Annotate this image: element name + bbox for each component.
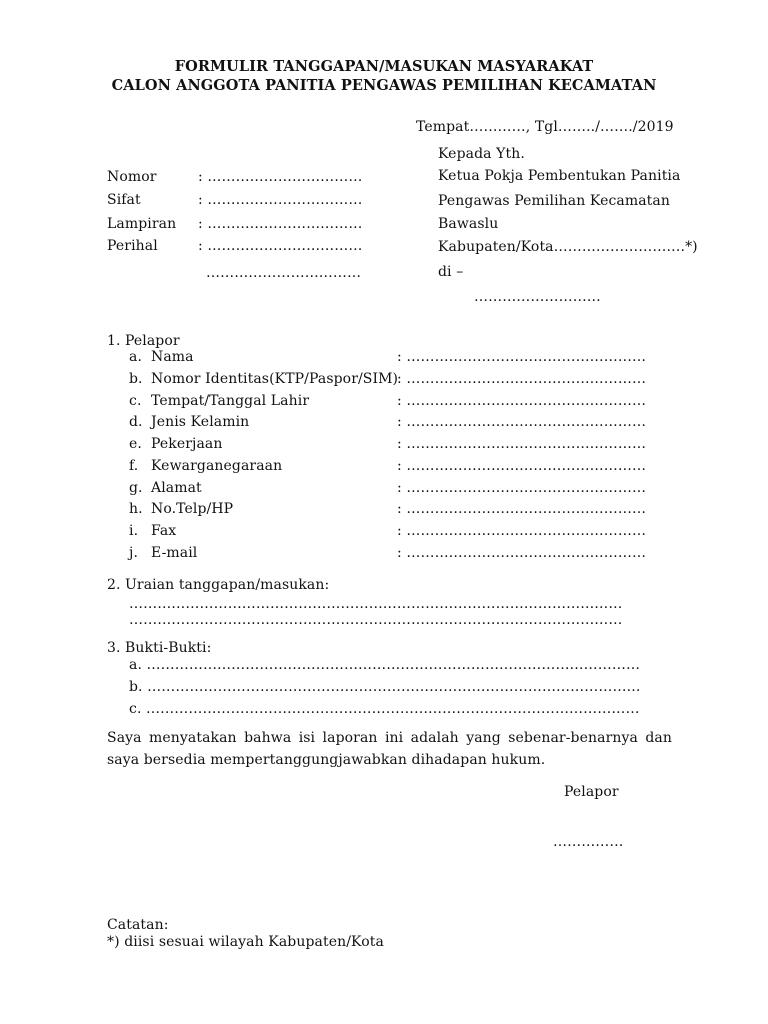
section-heading: [107, 333, 180, 349]
section-title: Pelapor: [125, 333, 180, 349]
recipient-line: Bawaslu: [438, 216, 499, 232]
meta-value-perihal-continued: ……………………………: [206, 265, 362, 281]
field-label-pekerjaan: e. Pekerjaan: [129, 436, 223, 452]
recipient-line: Kepada Yth.: [438, 146, 525, 162]
recipient-line: Ketua Pokja Pembentukan Panitia: [438, 168, 681, 184]
field-label-telp: h. No.Telp/HP: [129, 501, 234, 517]
field-label-tempat-tanggal-lahir: c. Tempat/Tanggal Lahir: [129, 393, 310, 409]
signature-label: Pelapor: [564, 784, 619, 800]
meta-label-lampiran: Lampiran: [107, 216, 177, 232]
declaration-statement: Saya menyatakan bahwa isi laporan ini adalah yang sebenar-benarnya dan saya bersedia mempertanggungjawabkan dihadapan hukum.: [107, 730, 672, 768]
field-label-nomor-identitas: b. Nomor Identitas(KTP/Paspor/SIM): [129, 371, 399, 387]
field-value-email: : ……………………………………………: [397, 545, 647, 561]
fill-line: ……………………………………………………………………………………………: [129, 612, 623, 628]
section-number: 1.: [107, 333, 121, 349]
section-title: Bukti-Bukti:: [125, 640, 212, 656]
meta-label-sifat: Sifat: [107, 192, 141, 208]
field-label-kewarganegaraan: f. Kewarganegaraan: [129, 458, 283, 474]
recipient-line: di –: [438, 264, 464, 280]
fill-line: a. ……………………………………………………………………………………………: [129, 657, 641, 673]
field-value-telp: : ……………………………………………: [397, 501, 647, 517]
field-value-alamat: : ……………………………………………: [397, 480, 647, 496]
field-value-pekerjaan: : ……………………………………………: [397, 436, 647, 452]
field-value-nomor-identitas: : ……………………………………………: [397, 371, 647, 387]
recipient-line: Kabupaten/Kota……………………….*): [438, 239, 698, 255]
meta-value-sifat: : ……………………………: [198, 192, 363, 208]
field-value-jenis-kelamin: : ……………………………………………: [397, 414, 647, 430]
notes-text: *) diisi sesuai wilayah Kabupaten/Kota: [107, 934, 384, 950]
field-value-kewarganegaraan: : ……………………………………………: [397, 458, 647, 474]
notes-heading: Catatan:: [107, 917, 169, 933]
section-number: 3.: [107, 640, 121, 656]
meta-value-nomor: : ……………………………: [198, 169, 363, 185]
form-title-line-2: CALON ANGGOTA PANITIA PENGAWAS PEMILIHAN KECAMATAN: [111, 77, 657, 94]
meta-label-nomor: Nomor: [107, 169, 157, 185]
meta-value-lampiran: : ……………………………: [198, 216, 363, 232]
meta-label-perihal: Perihal: [107, 238, 158, 254]
field-value-nama: : ……………………………………………: [397, 349, 647, 365]
recipient-line: Pengawas Pemilihan Kecamatan: [438, 193, 670, 209]
field-label-fax: i. Fax: [129, 523, 177, 539]
fill-line: b. ……………………………………………………………………………………………: [129, 679, 641, 695]
meta-value-perihal: : ……………………………: [198, 238, 363, 254]
field-value-tempat-tanggal-lahir: : ……………………………………………: [397, 393, 647, 409]
place-date-field: Tempat…………, Tgl……../……./2019: [416, 119, 674, 135]
section-number: 2.: [107, 577, 121, 593]
form-title-line-1: FORMULIR TANGGAPAN/MASUKAN MASYARAKAT: [174, 58, 594, 75]
section-heading: [107, 577, 329, 593]
recipient-line: ………………………: [474, 289, 601, 305]
field-label-alamat: g. Alamat: [129, 480, 202, 496]
fill-line: ……………………………………………………………………………………………: [129, 596, 623, 612]
signature-name-line: ……………: [553, 834, 624, 850]
field-label-email: j. E-mail: [129, 545, 198, 561]
fill-line: c. ……………………………………………………………………………………………: [129, 701, 640, 717]
section-heading: [107, 640, 211, 656]
field-value-fax: : ……………………………………………: [397, 523, 647, 539]
section-title: Uraian tanggapan/masukan:: [125, 577, 330, 593]
field-label-jenis-kelamin: d. Jenis Kelamin: [129, 414, 250, 430]
field-label-nama: a. Nama: [129, 349, 194, 365]
